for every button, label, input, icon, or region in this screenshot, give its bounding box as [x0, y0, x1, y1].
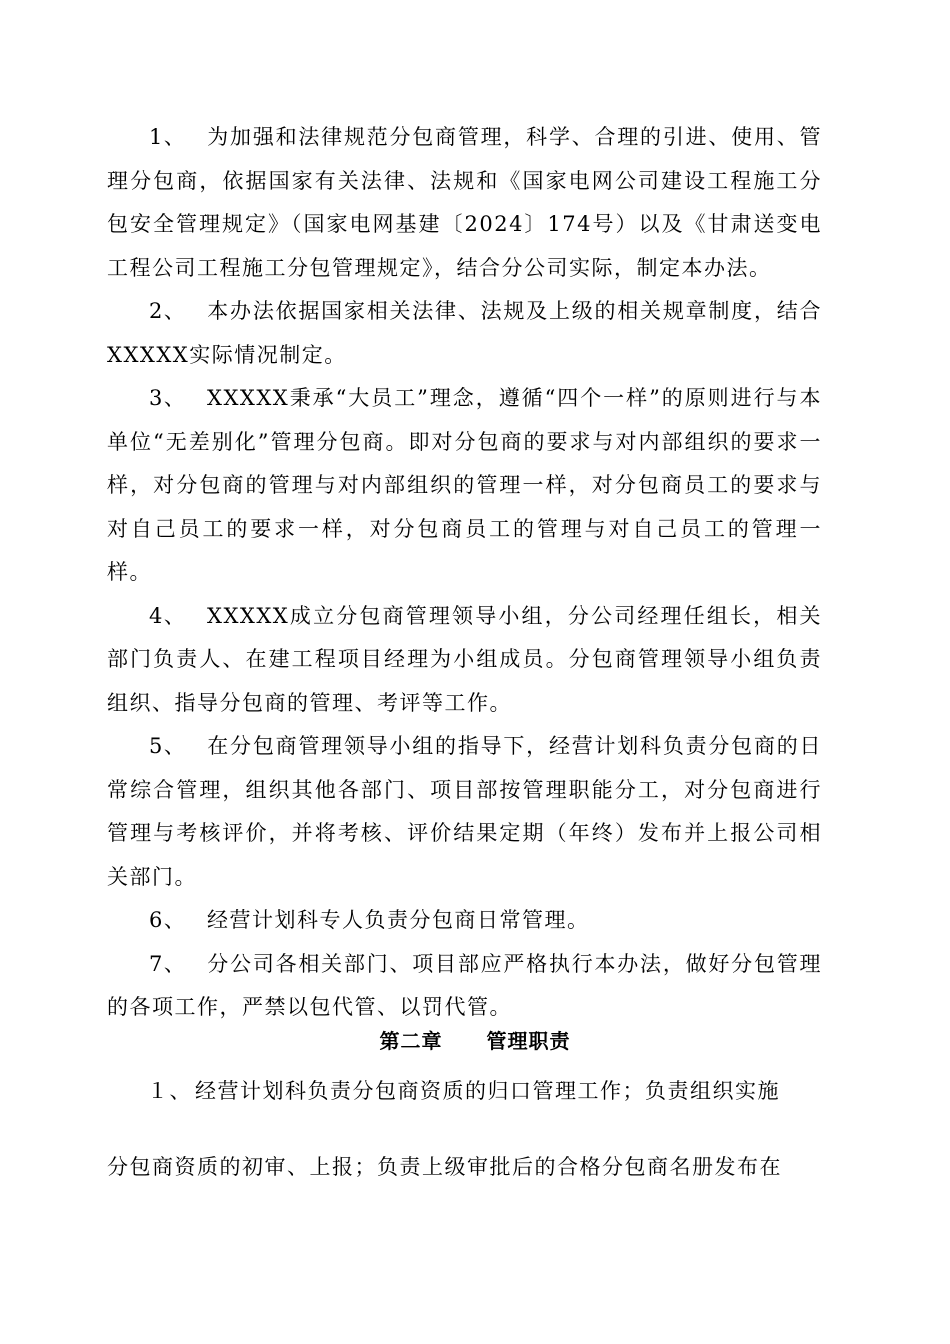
paragraph-number: 5、	[149, 734, 187, 758]
paragraph-number: 6、	[149, 908, 187, 932]
paragraph-1	[107, 116, 822, 290]
paragraph-text: 分公司各相关部门、项目部应严格执行本办法，做好分包管理的各项工作，严禁以包代管、以罚代管。	[107, 951, 822, 1019]
paragraph-5	[107, 725, 822, 899]
paragraph-text: 经营计划科专人负责分包商日常管理。	[207, 908, 590, 932]
paragraph-4	[107, 595, 822, 726]
paragraph-text: 本办法依据国家相关法律、法规及上级的相关规章制度，结合XXXXX实际情况制定。	[107, 299, 822, 367]
paragraph-number: 7、	[149, 951, 187, 976]
paragraph-number: １、	[147, 1079, 192, 1103]
document-body	[107, 116, 822, 1030]
paragraph-text: XXXXX成立分包商管理领导小组，分公司经理任组长，相关部门负责人、在建工程项目经理为小组成员。分包商管理领导小组负责组织、指导分包商的管理、考评等工作。	[107, 603, 822, 715]
paragraph-number: 1、	[149, 125, 187, 149]
chapter-title: 管理职责	[486, 1029, 571, 1053]
paragraph-text: 分包商资质的初审、上报；负责上级审批后的合格分包商名册发布在	[107, 1155, 782, 1179]
paragraph-text: 经营计划科负责分包商资质的归口管理工作；负责组织实施	[195, 1079, 780, 1103]
chapter-paragraph-line-2	[107, 1146, 782, 1189]
chapter-heading	[0, 1021, 950, 1061]
paragraph-number: 2、	[149, 299, 187, 323]
paragraph-text: 为加强和法律规范分包商管理，科学、合理的引进、使用、管理分包商，依据国家有关法律、法规和《国家电网公司建设工程施工分包安全管理规定》（国家电网基建〔2024〕174号）以及《甘肃送变电工程公司工程施工分包管理规定》，结合分公司实际，制定本办法。	[107, 125, 822, 280]
chapter-number: 第二章	[379, 1029, 443, 1053]
paragraph-3	[107, 377, 822, 595]
chapter-paragraph-line-1	[147, 1070, 780, 1113]
paragraph-text: 在分包商管理领导小组的指导下，经营计划科负责分包商的日常综合管理，组织其他各部门、项目部按管理职能分工，对分包商进行管理与考核评价，并将考核、评价结果定期（年终）发布并上报公司相关部门。	[107, 734, 822, 889]
paragraph-text: XXXXX秉承“大员工”理念，遵循“四个一样”的原则进行与本单位“无差别化”管理分包商。即对分包商的要求与对内部组织的要求一样，对分包商的管理与对内部组织的管理一样，对分包商员工的要求与对自己员工的要求一样，对分包商员工的管理与对自己员工的管理一样。	[107, 386, 822, 584]
paragraph-2	[107, 290, 822, 377]
paragraph-number: 3、	[149, 386, 187, 410]
paragraph-7	[107, 943, 822, 1030]
paragraph-6	[107, 899, 822, 943]
paragraph-number: 4、	[149, 603, 187, 628]
